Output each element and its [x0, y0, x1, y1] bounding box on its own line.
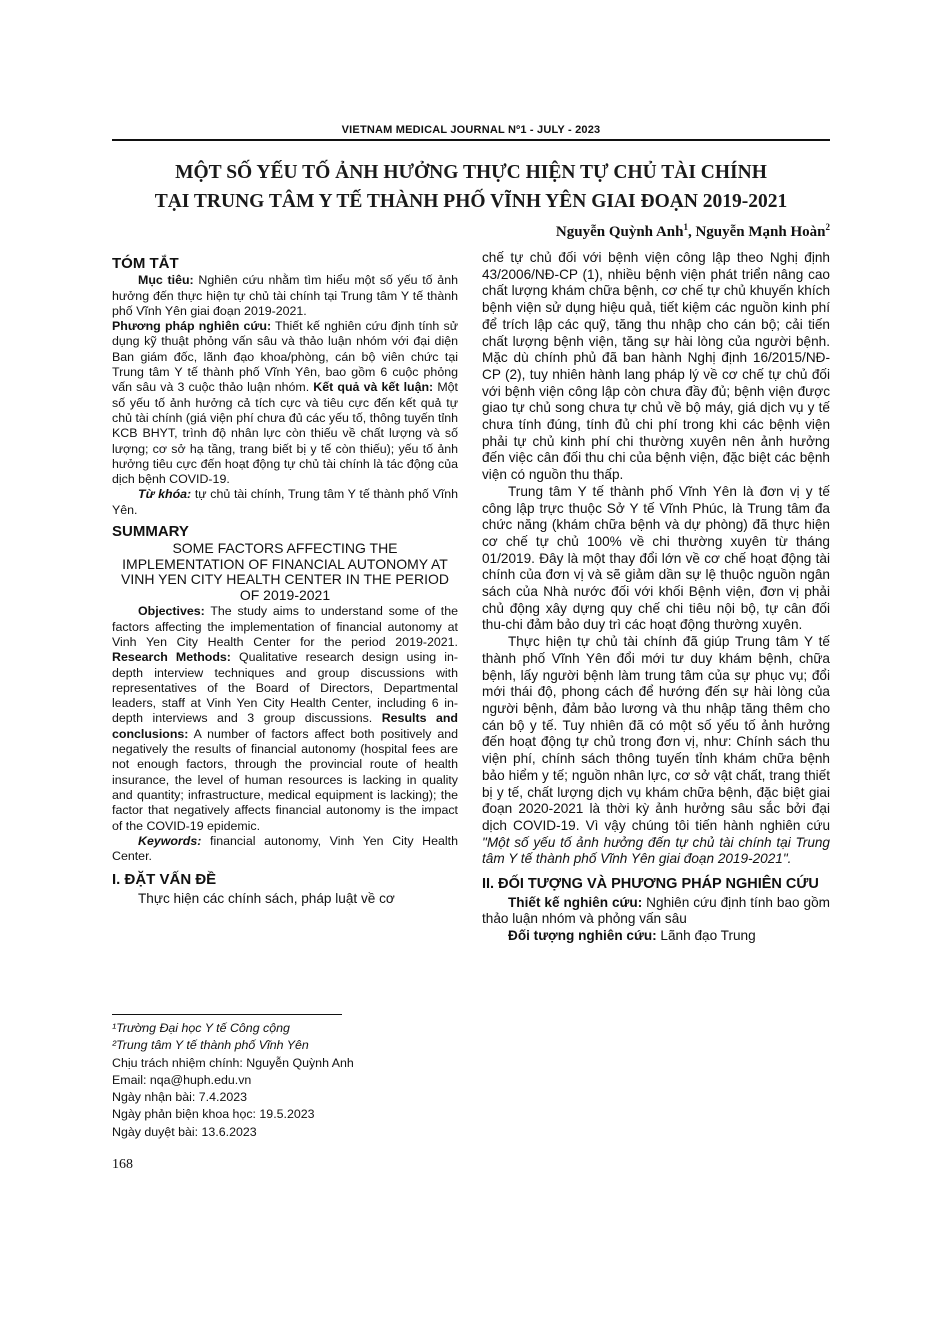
title-line-2: TẠI TRUNG TÂM Y TẾ THÀNH PHỐ VĨNH YÊN GIAI ĐOẠN 2019-2021 — [154, 191, 788, 212]
author-separator: , — [687, 224, 696, 240]
author-1: Nguyễn Quỳnh Anh — [555, 224, 684, 240]
summary-title: SOME FACTORS AFFECTING THE IMPLEMENTATION OF FINANCIAL AUTONOMY AT VINH YEN CITY HEALTH CENTER IN THE PERIOD OF 2019-2021 — [120, 540, 450, 603]
right-paragraph-2: Trung tâm Y tế thành phố Vĩnh Yên là đơn vị y tế công lập trực thuộc Sở Y tế Vĩnh Phúc, là Trung tâm đa chức năng (khám chữa bệnh và dự phòng) đã thực hiện cơ chế tự chủ 100% về chi thường xuyên từ tháng 01/2019. Đây là một thay đổi lớn về cơ chế hoạt động tài chính của đơn vị và sẽ giảm dần sự lệ thuộc nguồn ngân sách của Nhà nước đối với khối Bệnh viện, đơn vị phải chủ động xây dựng quy chế chi tiêu nội bộ, tự cân đối thu-chi đảm bảo duy trì các hoạt động thường xuyên. — [482, 483, 830, 633]
study-design — [482, 895, 830, 928]
footnote-reviewed: Ngày phản biện khoa học: 19.5.2023 — [112, 1107, 315, 1122]
footnote-corresponding: Chịu trách nhiệm chính: Nguyễn Quỳnh Anh — [112, 1055, 354, 1070]
right-paragraph-3-text: Thực hiện tự chủ tài chính đã giúp Trung tâm Y tế thành phố Vĩnh Yên đổi mới tư duy khám bệnh, chữa bệnh, lấy người bệnh làm trung tâm của sự phục vụ; đổi mới thái độ, phong cách để hướng đến sự hài lòng của người bệnh, đảm bảo lương và thu nhập tăng thêm cho cán bộ y tế. Tuy nhiên đã có một số yếu tố ảnh hưởng đến hoạt động tự chủ trong đơn vị, như: Chính sách thu viện phí, chính sách thông tuyến tỉnh khám chữa bệnh bảo hiểm y tế; nguồn nhân lực, cơ sở vật chất, trang thiết bị y tế, chất lượng dịch vụ khám chữa bệnh, đặc biệt giai đoạn 2020-2021 là thời kỳ ảnh hưởng sâu sắc bởi đại dịch COVID-19. Vì vậy chúng tôi tiến hành nghiên cứu — [482, 634, 830, 833]
results-text: A number of factors affect both positively and negatively the results of financial autonomy (hospital fees are not enough factors, through the provincial route of health insurance, the level of human resources is lacking in quality and quantity; infrastructure, medical equipment is lacking); the factor that negatively affects financial autonomy is the impact of the COVID-19 epidemic. — [112, 726, 458, 833]
right-column — [482, 250, 830, 945]
footnote-approved: Ngày duyệt bài: 13.6.2023 — [112, 1124, 257, 1139]
research-methods-text: Qualitative research design using in-depth interview techniques and group discussions with representatives of the Board of Directors, Departmental leaders, staff at Vinh Yen City Health Center, including 6 in-depth interviews and 3 group discussions. — [112, 650, 458, 726]
author-2: Nguyễn Mạnh Hoàn — [695, 224, 826, 240]
research-methods-label: Research Methods: — [112, 650, 231, 665]
right-paragraph-3 — [482, 634, 830, 868]
left-column — [112, 256, 458, 907]
objectives-text: The study aims to understand some of the factors affecting the implementation of financial autonomy at Vinh Yen City Health Center for the period 2019-2021. — [112, 604, 458, 649]
title-line-1: MỘT SỐ YẾU TỐ ẢNH HƯỞNG THỰC HIỆN TỰ CHỦ TÀI CHÍNH — [175, 162, 767, 183]
section-1-heading: I. ĐẶT VẤN ĐỀ — [112, 871, 217, 889]
keywords-vi-label: Từ khóa: — [138, 487, 192, 502]
keywords-en-text: financial autonomy, Vinh Yen City Health Center. — [112, 833, 458, 864]
footnote-received: Ngày nhận bài: 7.4.2023 — [112, 1090, 248, 1105]
footnote-affiliation-2: ²Trung tâm Y tế thành phố Vĩnh Yên — [112, 1038, 309, 1053]
keywords-en-label: Keywords: — [138, 833, 202, 848]
abstract-vi-method — [112, 319, 458, 487]
summary-body — [112, 604, 458, 833]
objectives-label: Objectives: — [138, 604, 205, 619]
method-label: Phương pháp nghiên cứu: — [112, 319, 272, 334]
article-title — [112, 158, 830, 216]
right-paragraph-1: chế tự chủ đối với bệnh viện công lập theo Nghị định 43/2006/NĐ-CP (1), nhiều bệnh viện phát triển nâng cao chất lượng khám chữa bệnh, cơ chế tự chủ khuyến khích bệnh viện sử dụng hiệu quả, tiết kiệm các nguồn kinh phí để trích lập các quỹ, tăng thu nhập cho cán bộ; cải tiến chất lượng bệnh viện, tăng sự hài lòng của người bệnh. Mặc dù chính phủ đã ban hành Nghị định 16/2015/NĐ-CP (2), tuy nhiên hành lang pháp lý về cơ chế tự chủ đối với bệnh viện công lập còn chưa đầy đủ; bệnh viện được giao tự chủ song chưa tự chủ về bộ máy, giá dịch vụ y tế chưa tính đúng, tính đủ chi phí trong khi các bệnh viện phải tự chủ kinh phí chi thường xuyên nên ảnh hưởng đến việc cân đối thu chi của bệnh viện, đặc biệt các bệnh viện có nguồn thu thấp. — [482, 250, 830, 483]
abstract-vi-heading: TÓM TẮT — [112, 255, 179, 272]
result-label: Kết quả và kết luận: — [309, 380, 434, 395]
summary-heading: SUMMARY — [112, 523, 189, 541]
study-title-quote: "Một số yếu tố ảnh hưởng đến tự chủ tài chính tại Trung tâm Y tế thành phố Vĩnh Yên giai đoạn 2019-2021". — [482, 834, 830, 867]
footnote-affiliation-1: ¹Trường Đại học Y tế Công cộng — [112, 1021, 290, 1035]
objective-text: Nghiên cứu nhằm tìm hiểu một số yếu tố ảnh hưởng đến thực hiện tự chủ tài chính tại Trung tâm Y tế thành phố Vĩnh Yên giai đoạn 2019-2021. — [112, 273, 458, 318]
author-line — [556, 222, 830, 241]
keywords-vi-text: tự chủ tài chính, Trung tâm Y tế thành phố Vĩnh Yên. — [112, 487, 458, 517]
author-1-affil: 1 — [683, 222, 688, 232]
objective-label: Mục tiêu: — [138, 273, 194, 288]
page-number: 168 — [112, 1157, 133, 1172]
abstract-vi-body — [112, 273, 458, 319]
section-1-intro: Thực hiện các chính sách, pháp luật về cơ — [138, 890, 395, 906]
journal-header: VIETNAM MEDICAL JOURNAL Nº1 - JULY - 2023 — [112, 124, 830, 141]
author-2-affil: 2 — [825, 222, 830, 232]
study-design-label: Thiết kế nghiên cứu: — [508, 894, 643, 910]
section-2-heading: II. ĐỐI TƯỢNG VÀ PHƯƠNG PHÁP NGHIÊN CỨU — [482, 876, 819, 893]
study-subjects-text: Lãnh đạo Trung — [656, 928, 756, 944]
footnote-email: Email: nqa@huph.edu.vn — [112, 1072, 252, 1087]
study-subjects — [482, 928, 830, 945]
footnotes — [112, 1020, 458, 1141]
result-text: Một số yếu tố ảnh hưởng cả tích cực và tiêu cực đến kết quả tự chủ tài chính (giá viện phí chưa đủ các yếu tố, thông tuyến tỉnh KCB BHYT, trình độ nhân lực còn thiếu về chất lượng và số lượng; cơ sở hạ tầng, trang biết bị y tế còn thiếu); yếu tố ảnh hưởng tiêu cực đến hoạt động tự chủ tài chính là tác động của dịch bệnh COVID-19. — [112, 380, 458, 487]
keywords-vi — [112, 487, 458, 518]
results-label: Results and conclusions: — [112, 711, 458, 741]
study-design-text: Nghiên cứu định tính bao gồm thảo luận nhóm và phỏng vấn sâu — [482, 894, 830, 927]
method-text: Thiết kế nghiên cứu định tính sử dụng kỹ thuật phỏng vấn sâu và thảo luận nhóm với đại diện Ban giám đốc, lãnh đạo khoa/phòng, cán bộ viên chức tại Trung tâm Y tế thành phố Vĩnh Yên, bao gồm 6 cuộc phỏng vấn sâu và 3 cuộc thảo luận nhóm. — [112, 319, 459, 395]
keywords-en — [112, 834, 458, 865]
footnote-divider — [112, 1014, 342, 1015]
study-subjects-label: Đối tượng nghiên cứu: — [508, 928, 657, 944]
